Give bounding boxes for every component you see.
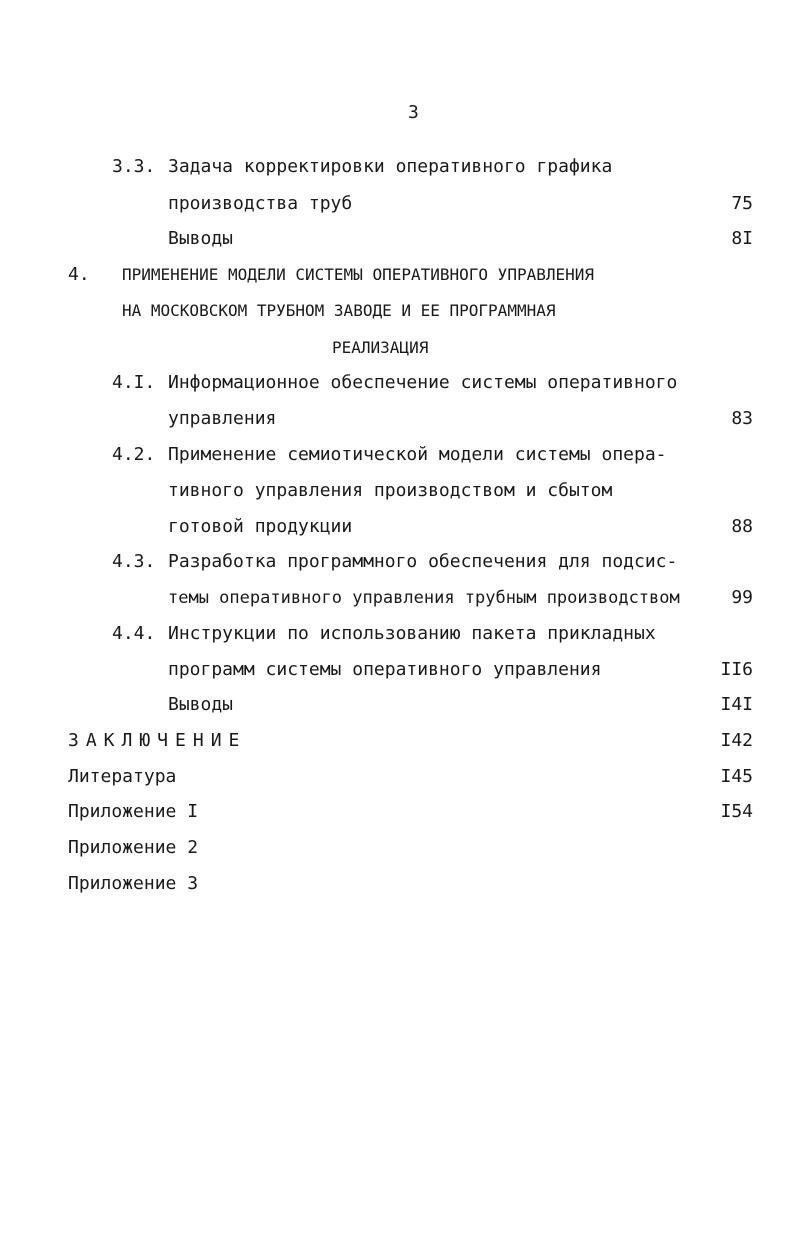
page-ref-4-3: 99 (731, 587, 753, 608)
chapter-title-4-line1: ПРИМЕНЕНИЕ МОДЕЛИ СИСТЕМЫ ОПЕРАТИВНОГО УПРАВЛЕНИЯ (122, 265, 595, 284)
literature-heading: Литература (68, 766, 177, 787)
section-number-4-2: 4.2. (112, 444, 156, 465)
page-ref-literature: I45 (720, 766, 753, 787)
section-title-4-3-line1: Разработка программного обеспечения для подсис- (168, 551, 678, 572)
conclusions-ch3: Выводы (168, 228, 234, 249)
section-title-4-3-line2: темы оперативного управления трубным производством (168, 588, 680, 608)
section-title-4-2-line1: Применение семиотической модели системы опера- (168, 444, 667, 465)
page-ref-conclusions-ch3: 8I (731, 228, 753, 249)
page-ref-4-1: 83 (731, 408, 753, 429)
appendix-2-heading: Приложение 2 (68, 837, 199, 858)
appendix-1-heading: Приложение I (68, 801, 199, 822)
section-title-4-2-line2: тивного управления производством и сбытом (168, 480, 613, 501)
section-title-4-1-line2: управления (168, 408, 277, 429)
page-number: 3 (408, 102, 419, 123)
chapter-title-4-line2: НА МОСКОВСКОМ ТРУБНОМ ЗАВОДЕ И ЕЕ ПРОГРАММНАЯ (122, 301, 556, 320)
section-title-4-1-line1: Информационное обеспечение системы оперативного (168, 372, 678, 393)
section-title-4-4-line2: программ системы оперативного управления (168, 659, 602, 680)
page-ref-3-3: 75 (731, 193, 753, 214)
chapter-number-4: 4. (68, 264, 90, 285)
section-number-4-3: 4.3. (112, 551, 156, 572)
page-ref-conclusions-ch4: I4I (720, 694, 753, 715)
page-ref-4-4: II6 (720, 659, 753, 680)
page-ref-conclusion: I42 (720, 730, 753, 751)
conclusion-heading: ЗАКЛЮЧЕНИЕ (68, 730, 247, 751)
chapter-title-4-line3: РЕАЛИЗАЦИЯ (332, 338, 429, 357)
section-title-4-2-line3: готовой продукции (168, 516, 353, 537)
page-ref-appendix-1: I54 (720, 801, 753, 822)
section-number-4-1: 4.I. (112, 372, 156, 393)
section-number-4-4: 4.4. (112, 623, 156, 644)
page-ref-4-2: 88 (731, 516, 753, 537)
section-number-3-3: 3.3. (112, 156, 156, 177)
conclusions-ch4: Выводы (168, 694, 234, 715)
section-title-4-4-line1: Инструкции по использованию пакета прикладных (168, 623, 656, 644)
section-title-3-3-line2: производства труб (168, 193, 353, 214)
appendix-3-heading: Приложение 3 (68, 873, 199, 894)
section-title-3-3-line1: Задача корректировки оперативного графика (168, 156, 613, 177)
